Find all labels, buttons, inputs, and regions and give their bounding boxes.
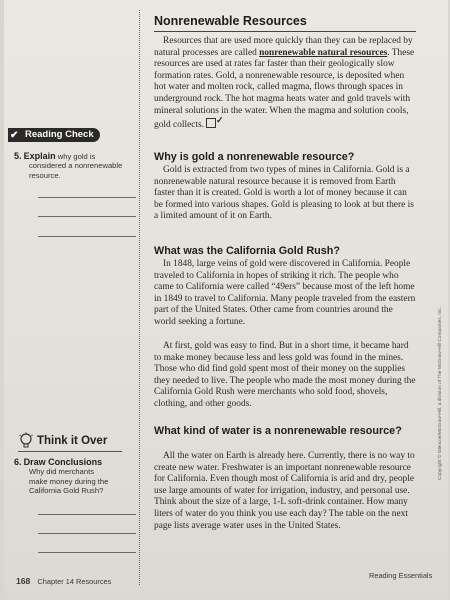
question-6-line-3: California Gold Rush?: [29, 485, 104, 495]
answer-line[interactable]: [38, 236, 136, 237]
intro-text-1: Resources that are used more quickly than they can be replaced by natural processes are called: [154, 36, 413, 58]
footer-left: [16, 576, 111, 586]
margin-sidebar: [4, 0, 140, 600]
reading-check-label: Reading Check: [25, 129, 94, 140]
reading-check-badge: [8, 128, 100, 142]
question-6-line-2: make money during the: [29, 476, 109, 486]
page-title: Nonrenewable Resources: [154, 14, 307, 28]
workbook-page: ✔ Reading Check 5. Explain why gold is considered a nonrenewable resource. Think it Over 6. Draw Conclusions Why did merchants make money during the California Gold Rush? Nonrenewable Resources Resources that are used more quickly than they can be replaced by natural processes are called nonrenewable natural resources. These resources are used at rates far faster than their geologically slow formation rates. Gold, a nonrenewable resource, is deposited when hot water and molten rock, called magma, flows through spaces in underground rock. The hot magma heats water and gold travels with mineral solutions in the water. When the magma and solution cools, gold collects.✓ Why is gold a nonrenewable resource? Gold is extracted from two types of mines in California. Gold is a nonrenewable natural resource because it is removed from Earth faster than it is created. Gold is worth a lot of money because it can be formed into various shapes. Gold is pleasing to look at but there is a limited amount of it on Earth. What was the California Gold Rush? In 1848, large veins of gold were discovered in California. People traveled to California in hopes of striking it rich. The people who came to California were called “49ers” because most of the left home in 1849 to travel to California. Many people traveled from the eastern part of the United States. Other came from countries around the world seeking a fortune. At first, gold was easy to find. But in a short time, it became hard to make money because less and less gold was found in the mines. Those who did find gold spent most of their money on the supplies they needed to live. The people who made the most money during the California Gold Rush were merchants who sold food, shovels, clothing, and other goods. What kind of water is a nonrenewable resource? All the water on Earth is already here. Currently, there is no way to create new water. Freshwater is an important nonrenewable resource for California. Even though most of California is arid and dry, people use large amounts of water for irrigation, industry, and personal use. Think about the size of a large, 1-L soft-drink container. How many liters of water do you think you use each day? The table on the next page lists average water uses in the United States. 168 Chapter 14 Resources Reading Essentials Copyright © Glencoe/McGraw-Hill, a division of The McGraw-Hill Companies, Inc.: [4, 0, 448, 600]
question-5-number: 5.: [14, 151, 22, 161]
book-title: Reading Essentials: [369, 571, 433, 580]
page-number: 168: [16, 576, 31, 586]
paragraph-gold: Gold is extracted from two types of mines in California. Gold is a nonrenewable natural resource because it is removed from Earth faster than it is created. Gold is worth a lot of money because it can be formed into various shapes. Gold is pleasing to look at but there is a limited amount of it on Earth.: [154, 165, 414, 222]
answer-line[interactable]: [38, 216, 136, 217]
question-5-text: why gold is: [55, 152, 96, 161]
checkmark-icon: ✔: [10, 129, 19, 141]
paragraph-gold-rush-2: At first, gold was easy to find. But in a short time, it became hard to make money because less and less gold was found in the mines. Those who did find gold spent most of their money on the supplies they needed to live. The people who made the most money during the California Gold Rush were merchants who sold food, shovels, clothing, and other goods.: [154, 341, 416, 409]
question-5-text-2: considered a nonrenewable: [29, 161, 123, 171]
lightbulb-icon: [18, 432, 34, 450]
dotted-divider: [139, 10, 140, 585]
question-6: [14, 458, 132, 495]
question-6-number: 6.: [14, 457, 22, 467]
think-it-over-header: [18, 432, 128, 450]
reading-check-box-icon: [206, 118, 216, 128]
answer-line[interactable]: [38, 552, 136, 553]
answer-line[interactable]: [38, 514, 136, 515]
paragraph-water: All the water on Earth is already here. Currently, there is no way to create new water. Freshwater is an important nonrenewable resource for California. Even though most of California is arid and dry, people use large amounts of water for irrigation, industry, and personal use. Think about the size of a large, 1-L soft-drink container. How many liters of water do you think you use each day? The table on the next page lists average water uses in the United States.: [154, 451, 415, 531]
question-5: [14, 152, 132, 180]
heading-gold: Why is gold a nonrenewable resource?: [154, 151, 355, 163]
intro-paragraph: [154, 36, 416, 132]
title-rule: [154, 31, 416, 32]
paragraph-gold-rush-1: In 1848, large veins of gold were discovered in California. People traveled to California in hopes of striking it rich. The people who came to California were called “49ers” because most of the left home in 1849 to travel to California. Many people traveled from the eastern part of the United States. Other came from countries around the world seeking a fortune.: [154, 259, 416, 327]
intro-text-2: . These resources are used at rates far faster than their geologically slow formation rates. Gold, a nonrenewable resource, is deposited when hot water and molten rock, called magma, flows through spaces in underground rock. The hot magma heats water and gold travels with mineral solutions in the water. When the magma and solution cools, gold collects.: [154, 47, 415, 131]
question-6-verb: Draw Conclusions: [23, 457, 103, 467]
heading-gold-rush: What was the California Gold Rush?: [154, 245, 340, 257]
question-6-line-1: Why did merchants: [29, 467, 94, 477]
key-term: nonrenewable natural resources: [259, 47, 388, 58]
main-column: [154, 0, 440, 600]
heading-water: What kind of water is a nonrenewable resource?: [154, 425, 402, 437]
answer-line[interactable]: [38, 197, 136, 198]
chapter-label: Chapter 14 Resources: [37, 577, 112, 586]
question-5-text-3: resource.: [29, 170, 61, 180]
answer-line[interactable]: [38, 533, 136, 534]
question-5-verb: Explain: [23, 151, 56, 161]
think-it-over-rule: [18, 451, 122, 452]
think-it-over-label: Think it Over: [37, 435, 108, 447]
